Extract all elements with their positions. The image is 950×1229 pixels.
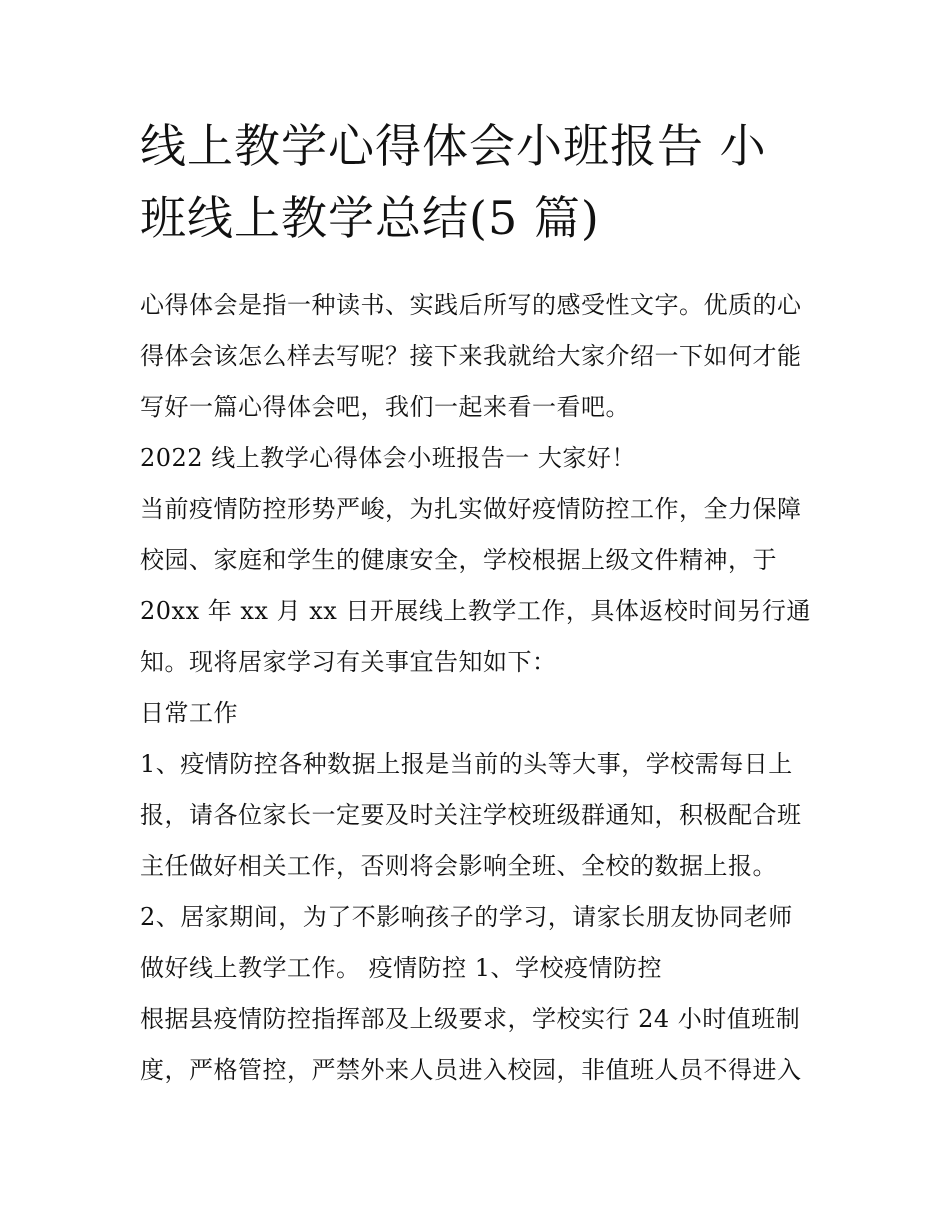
intro-paragraph	[140, 280, 820, 433]
section-heading-daily-work	[140, 688, 820, 739]
epidemic-control-paragraph	[140, 994, 820, 1096]
text-line: 当前疫情防控形势严峻，为扎实做好疫情防控工作，全力保障	[140, 495, 802, 523]
text-line: 写好一篇心得体会吧，我们一起来看一看吧。	[140, 393, 630, 421]
text-line: 度，严格管控，严禁外来人员进入校园，非值班人员不得进入	[140, 1056, 802, 1084]
title-line: 线上教学心得体会小班报告 小	[140, 119, 767, 173]
text-line: 根据县疫情防控指挥部及上级要求，学校实行 24 小时值班制	[140, 1005, 801, 1033]
report-heading-paragraph	[140, 433, 820, 484]
text-line: 1、疫情防控各种数据上报是当前的头等大事，学校需每日上	[140, 750, 793, 778]
text-line: 做好线上教学工作。 疫情防控 1、学校疫情防控	[140, 954, 663, 982]
document-body	[140, 280, 820, 1096]
text-line: 得体会该怎么样去写呢？接下来我就给大家介绍一下如何才能	[140, 342, 802, 370]
text-line: 2022 线上教学心得体会小班报告一 大家好！	[140, 444, 636, 472]
document-page	[140, 110, 820, 1096]
text-line: 2、居家期间，为了不影响孩子的学习，请家长朋友协同老师	[140, 903, 793, 931]
text-line: 日常工作	[140, 699, 238, 727]
text-line: 知。现将居家学习有关事宜告知如下：	[140, 648, 557, 676]
text-line: 校园、家庭和学生的健康安全，学校根据上级文件精神，于	[140, 546, 777, 574]
situation-paragraph	[140, 484, 820, 688]
text-line: 心得体会是指一种读书、实践后所写的感受性文字。优质的心	[140, 291, 802, 319]
text-line: 20xx 年 xx 月 xx 日开展线上教学工作，具体返校时间另行通	[140, 597, 811, 625]
text-line: 主任做好相关工作，否则将会影响全班、全校的数据上报。	[140, 852, 777, 880]
item-one-paragraph	[140, 739, 820, 892]
document-title	[140, 110, 820, 254]
item-two-paragraph	[140, 892, 820, 994]
title-line: 班线上教学总结(5 篇)	[140, 191, 600, 245]
text-line: 报，请各位家长一定要及时关注学校班级群通知，积极配合班	[140, 801, 802, 829]
